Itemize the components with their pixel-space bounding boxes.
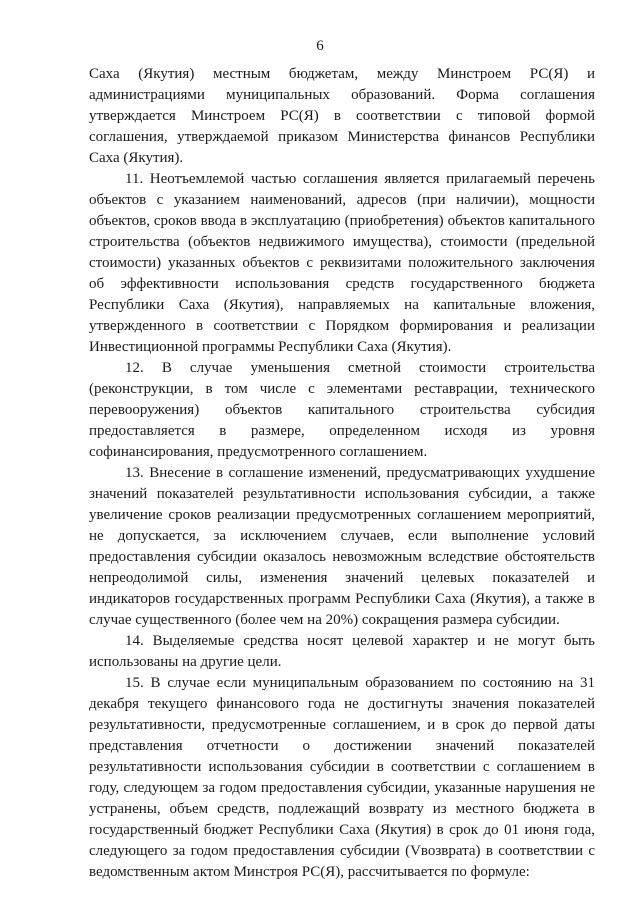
paragraph-14: 14. Выделяемые средства носят целевой характер и не могут быть использованы на другие цели. bbox=[89, 633, 595, 670]
paragraph-11: 11. Неотъемлемой частью соглашения является прилагаемый перечень объектов с указанием наименований, адресов (при наличии), мощности объектов, сроков ввода в эксплуатацию (приобретения) объектов капитального строительства (объектов недвижимого имущества), стоимости (предельной стоимости) указанных объектов с реквизитами положительного заключения об эффективности использования средств государственного бюджета Республики Саха (Якутия), направляемых на капитальные вложения, утвержденного в соответствии с Порядком формирования и реализации Инвестиционной программы Республики Саха (Якутия). bbox=[89, 171, 595, 355]
paragraph-15: 15. В случае если муниципальным образованием по состоянию на 31 декабря текущего финансового года не достигнуты значения показателей результативности, предусмотренные соглашением, и в срок до первой даты представления отчетности о достижении значений показателей результативности использования субсидии в соответствии с соглашением в году, следующем за годом предоставления субсидии, указанные нарушения не устранены, объем средств, подлежащий возврату из местного бюджета в государственный бюджет Республики Саха (Якутия) в срок до 01 июня года, следующего за годом предоставления субсидии (Vвозврата) в соответствии с ведомственным актом Минстроя РС(Я), рассчитывается по формуле: bbox=[89, 675, 595, 880]
document-body bbox=[89, 64, 595, 883]
paragraph-continuation: Саха (Якутия) местным бюджетам, между Минстроем РС(Я) и администрациями муниципальных образований. Форма соглашения утверждается Минстроем РС(Я) в соответствии с типовой формой соглашения, утверждаемой приказом Министерства финансов Республики Саха (Якутия). bbox=[89, 66, 595, 166]
paragraph-12: 12. В случае уменьшения сметной стоимости строительства (реконструкции, в том числе с элементами реставрации, технического перевооружения) объектов капитального строительства субсидия предоставляется в размере, определенном исходя из уровня софинансирования, предусмотренного соглашением. bbox=[89, 360, 595, 460]
page-number: 6 bbox=[316, 38, 324, 54]
paragraph-13: 13. Внесение в соглашение изменений, предусматривающих ухудшение значений показателей результативности использования субсидии, а также увеличение сроков реализации предусмотренных соглашением мероприятий, не допускается, за исключением случаев, если выполнение условий предоставления субсидии оказалось невозможным вследствие обстоятельств непреодолимой силы, изменения значений целевых показателей и индикаторов государственных программ Республики Саха (Якутия), а также в случае существенного (более чем на 20%) сокращения размера субсидии. bbox=[89, 465, 595, 628]
